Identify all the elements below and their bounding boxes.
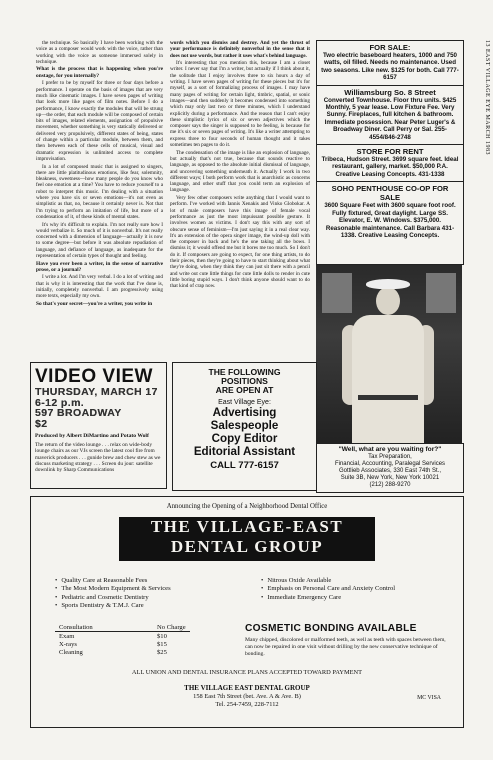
fee-price: $10 (157, 632, 167, 640)
tax-preparation-ad (316, 443, 464, 493)
article-column-1 (36, 40, 163, 362)
fee-row (55, 632, 190, 641)
article-paragraph: It's why it's difficult to explain. I'm not really sure how I would verbalize it. So much of it is nonverbal. It's not really concerned with a dimension of language—actually it is now to some degree—but before it was absolute repudiation of language, and defiance of language, as inadequate for the representation of certain types of thought and feeling. (36, 221, 163, 259)
dental-service-item: • Quality Care at Reasonable Fees (55, 577, 171, 585)
article-paragraph: I prefer to be by myself for three or four days before a performance. I operate on the basis of images that are very much like cinematic images. I have seven pages of writing that look more like pages of film notes. Before I do a performance, I know exactly the modules that will be strung up—the order, that each module will be composed of certain bits of images, related elements, assignation of propulsive movement, whether something is very statically delivered or delivered very propulsively, different states of being, states of change within a particular module, between them, and then between each of these cells of musical, visual and dramatic expression is unlimited access to complete improvisation. (36, 80, 163, 162)
positions-head: ARE OPEN AT (215, 385, 274, 396)
video-view-title: VIDEO VIEW (35, 366, 153, 387)
dental-group-ad (30, 496, 464, 728)
fee-row (55, 648, 190, 656)
interview-question: What is the process that is happening when you're onstage, for you internally? (36, 66, 163, 79)
classified-ad (317, 182, 463, 242)
classified-body: 3600 Square Feet with 3600 square foot roof. Fully fixtured, Great daylight. Large SS. Elevator, E. W. Windows. $375,000. Reasonable maintenance. Call Barbara 431-1338. Creative Leasing Concepts. (324, 202, 456, 239)
positions-head: THE FOLLOWING (208, 367, 281, 377)
classified-heading: STORE FOR RENT (356, 147, 424, 157)
fee-header-service: Consultation (55, 623, 153, 632)
dental-service-item: • The Most Modern Equipment & Services (55, 585, 171, 593)
tax-ad-headline: "Well, what are you waiting for?" (338, 446, 442, 453)
classified-heading: SOHO PENTHOUSE CO-OP FOR SALE (331, 184, 449, 203)
fee-service: X-rays (59, 640, 77, 648)
video-view-body: The return of the video lounge . . . relax on wide-body lounge chairs as our VJs screen the latest cool fire from maverick producers . . . gunide brew and chew stew as we discuss marketing strategy . . . Screen du jour: satellite downlink by Sharp Communications (35, 442, 161, 474)
article-paragraph: In a lot of composed music that is assigned to singers, there are little platitudinous emotions, like fear, solemnity, bleakness, sweetness—how many people do you know who feel one emotion at a time? You have to reduce yourself to a robot to interpret this music. I'm dealing with a situation where you have six or seven emotions—it's not even as simplistic as that, no, because it certainly never is. Not that I'm trying to perform an imitation of life, but more of a condensation of it, of these kinds of mental states. (36, 163, 163, 220)
fee-price: $15 (157, 640, 167, 648)
dental-fee-table (55, 623, 190, 656)
dental-banner-line: DENTAL GROUP (170, 537, 324, 556)
tax-ad-line: Suite 3B, New York, New York 10021 (340, 475, 440, 481)
dental-banner (119, 517, 375, 561)
fee-service: Exam (59, 632, 75, 640)
classified-body: Tribeca, Hudson Street. 3699 square feet. Ideal restaurant, gallery, market. $50,000 P.A. Creative Leasing Concepts. 431-1338 (321, 156, 459, 178)
dental-service-item: • Immediate Emergency Care (261, 594, 395, 602)
photo-man-body (352, 315, 424, 443)
position-title: Advertising (212, 405, 277, 419)
photo-man-head (376, 287, 400, 315)
classified-body: Converted Townhouse. Floor thru units. $425 Monthly, 5 year lease. Low Fixture Fee. Very Sunny. Fireplaces, full kitchen & bathroom. Immediate possession. Near Peter Luger's & Broadway Diner. Call Perry or Sal. 255-4554/846-2748 (323, 96, 457, 141)
dental-banner-line: THE VILLAGE-EAST (150, 517, 344, 536)
dental-services-left (55, 577, 171, 611)
fee-row (55, 640, 190, 648)
video-view-address: 597 BROADWAY (35, 407, 122, 419)
interview-question: Have you ever been a writer, in the sense of narrative prose, or a journal? (36, 260, 163, 273)
interview-question: So that's your secret—you're a writer, you write in (36, 300, 153, 307)
classified-ads-box (316, 40, 464, 265)
fee-header-price: No Charge (153, 623, 190, 632)
positions-venue: East Village Eye: (218, 398, 271, 406)
page-folio: 13 EAST VILLAGE EYE MARCH 1983 (484, 40, 490, 155)
article-paragraph: Very few other composers write anything that I would want to perform. I've worked with Iannis Xenakis and Vinko Globokar. A lot of male composers have this image of female vocal performance as just the most impuissant possible gesture. It involves women as victims. I don't say this with any sort of obscure sense of feminism—I'm just saying it in a real clear way. It's an extension of the opera singer image, the wind-up doll with the composer in back and he's the one taking all the bows. I dismiss it; it would offend me but it bores me too much. So I don't do it. If composers are going to expect, for one thing artists, to do their pieces, then they're going to have to start thinking about what they're doing, when they think they can just sit there with a pencil and write out cute little things for cute little dolls to render in cute little boring stupid ways. I don't think anyone should want to do that kind of crap now. (170, 195, 310, 290)
video-view-time: 6-12 p.m. (35, 396, 85, 409)
photo-window (322, 273, 352, 313)
tax-ad-line: Tax Preparation, (368, 454, 412, 460)
fee-service: Cleaning (59, 648, 83, 656)
dental-announcement: Announcing the Opening of a Neighborhood Dental Office (166, 503, 328, 510)
classified-ad (317, 145, 463, 182)
accepted-cards: MC VISA (417, 695, 441, 701)
insurance-note: ALL UNION AND DENTAL INSURANCE PLANS ACCEPTED TOWARD PAYMENT (131, 669, 363, 676)
article-paragraph: I write a lot. And I'm very verbal. I do a lot of writing and that is why it is interesting that the work that I've done is, initially, completely nonverbal. I am progressively using more texts, especially my own. (36, 274, 163, 300)
article-column-2 (170, 40, 310, 362)
bonding-body: Many chipped, discolored or malformed teeth, as well as teeth with spaces between them, can now be repaired in one visit without drilling by the new conservative technique of bonding. (245, 637, 446, 657)
article-paragraph: the technique. So basically I have been working with the voice as a composer would work with the voice, rather than working with the voice as someone immersed solely in technique. (36, 40, 163, 65)
fee-header-row (55, 623, 190, 632)
tax-ad-line: Gottlieb Associates, 330 East 74th St., (338, 468, 442, 474)
video-view-ad (30, 362, 167, 489)
video-view-price: $2 (35, 417, 48, 430)
bonding-title: COSMETIC BONDING AVAILABLE (245, 623, 417, 634)
position-title: Copy Editor (211, 431, 278, 445)
tax-ad-line: Financial, Accounting, Paralegal Services (334, 461, 446, 467)
dental-service-item: • Emphasis on Personal Care and Anxiety Control (261, 585, 395, 593)
positions-call: CALL 777-6157 (210, 459, 279, 471)
position-title: Salespeople (210, 418, 279, 432)
photo-window (426, 273, 456, 313)
dental-address-block (31, 685, 463, 708)
positions-head: POSITIONS (221, 376, 268, 387)
dental-service-item: • Sports Dentistry & T.M.J. Care (55, 602, 171, 610)
tax-ad-phone: (212) 288-9270 (369, 482, 411, 488)
classified-ad (317, 41, 463, 86)
man-in-hat-photo (316, 265, 462, 443)
photo-hat (366, 279, 410, 289)
positions-open-ad (172, 362, 317, 491)
video-view-producer: Produced by Albert DiMartino and Potato Wolf (35, 433, 149, 439)
video-view-date: THURSDAY, MARCH 17 (35, 386, 158, 398)
dental-service-item: • Pediatric and Cosmetic Dentistry (55, 594, 171, 602)
photo-belt (358, 395, 418, 400)
position-title: Editorial Assistant (193, 444, 296, 458)
dental-address: 158 East 7th Street (bet. Ave. A & Ave. B) (193, 692, 301, 700)
page-folio-strip (481, 40, 491, 240)
dental-name: THE VILLAGE EAST DENTAL GROUP (184, 684, 310, 692)
article-paragraph: The condensation of the image is like an explosion of language, but actually that's not true, because that sounds reactive to language, as opposed to the absolute initial dismissal of language, and uncovering something underneath it. Actually I work in two different ways; I both perform work that is anarchistic as concerns language, and other stuff that you could term an explosion of language. (170, 149, 310, 194)
classified-heading: Williamsburg So. 8 Street (344, 87, 436, 97)
fee-price: $25 (157, 648, 167, 656)
dental-phone: Tel. 254-7459, 228-7112 (215, 700, 279, 708)
classified-body: Two electric baseboard heaters, 1000 and 750 watts, oil filled. Needs no maintenance. Used two seasons. Like new. $125 for both. Call 777-6157 (321, 52, 459, 82)
article-paragraph: words which you dismiss and destroy. And yet the thrust of your performance is definitely nonverbal in the sense that it does not use words, but rather it uses what's behind language. (170, 40, 310, 59)
dental-services-right (261, 577, 395, 602)
dental-service-item: • Nitrous Oxide Available (261, 577, 395, 585)
article-paragraph: It's interesting that you mention this, because I am a closet writer. I never say that I'm a writer, but actually if I think about it, the solitude that I enjoy involves three to six hours a day of writing. I have seven pages of writing for these pieces but it's for myself, as a sort of formalizing process of images. I may have many pages of writing for certain light, timbric, spatial, or sonic images—and then suddenly it becomes condensed into something which may only last two or three minutes, which I understand explicitly during a performance. And the reason that I can't enjoy these simplistic lyrics of six or seven adjectives which the composer says the singer is supposed to be feeling, is because for me it's six or seven pages of writing. It's like a writer attempting to express three to four seconds of human thought and it takes sometimes ten pages to do it. (170, 60, 310, 149)
classified-ad (317, 86, 463, 145)
classified-heading: FOR SALE: (369, 43, 411, 52)
